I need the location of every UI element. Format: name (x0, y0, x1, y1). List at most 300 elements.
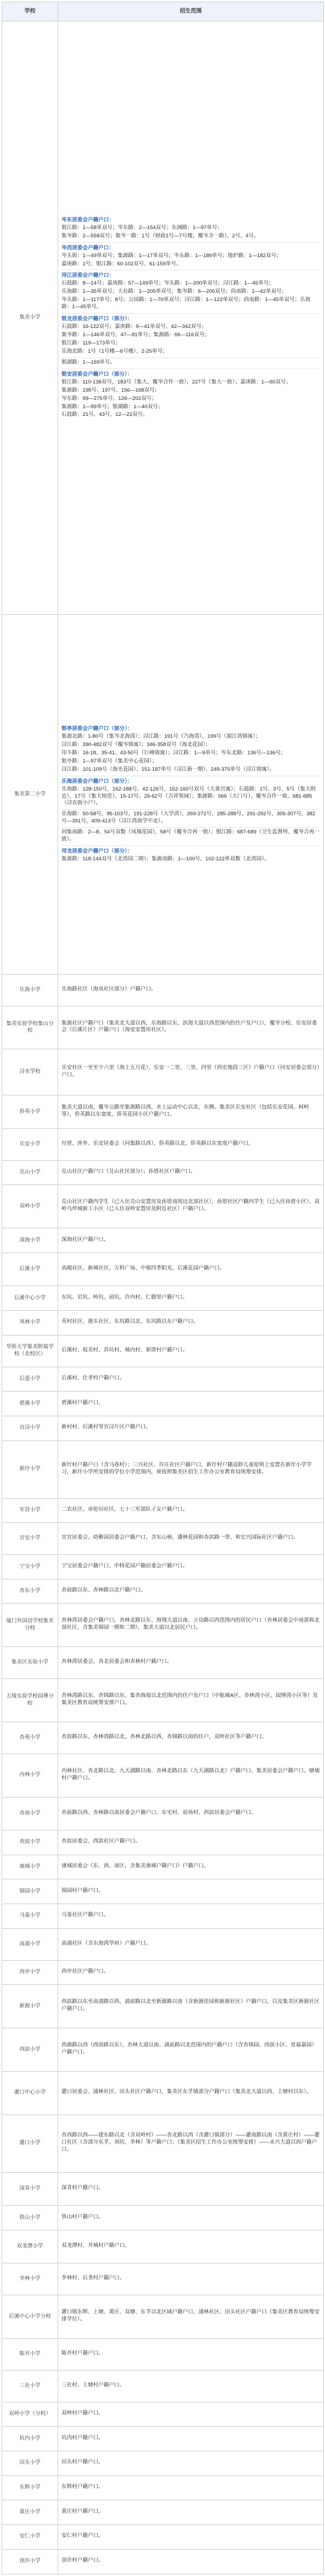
scope-line: 西亭社区户籍户口。 (61, 1968, 109, 1974)
scope-line: 集源北路：1-80号（集岑北海湾）；浔江路：191号（乃海湾）、199号（湄江湾锦寓）； (61, 733, 261, 739)
table-row (2, 2402, 324, 2427)
scope-cell (58, 1928, 324, 1960)
scope-cell (58, 1523, 324, 1555)
scope-line: 付厝、涉外、乐安居委会（同集路以西），侨英路以北、侨英路以东宽度户籍户口。 (61, 1140, 254, 1147)
school-name: 深青小学 (2, 2172, 58, 2205)
scope-cell (58, 615, 324, 974)
scope-line: 杏前路以西、杏林路以南居委会户籍户口、东宅村、前场村、西滨居委会户籍户口。 (61, 1809, 256, 1816)
scope-segment (61, 1139, 320, 1150)
scope-line: 集岑路：1—146单双号，47—81单号；集源路：66—116双号； (61, 332, 210, 338)
scope-segment (61, 1198, 320, 1215)
table-row (2, 1679, 324, 1722)
scope-line: 黄庄村户籍户口。 (61, 2508, 104, 2514)
table-row (2, 1831, 324, 1855)
enrollment-table (2, 2, 324, 2574)
scope-line: 兑山社区户籍户口（兑山社区部分）；孙厝社区户籍户口。 (61, 1169, 196, 1175)
school-name: 田头小学 (2, 2451, 58, 2476)
table-row (2, 2427, 324, 2451)
scope-segment (61, 1064, 320, 1081)
scope-segment (61, 1423, 320, 1433)
school-name: 灌口小学 (2, 2115, 58, 2172)
scope-segment (61, 2184, 320, 2194)
scope-cell (58, 1160, 324, 1185)
table-row (2, 2339, 324, 2371)
scope-line: 杏林湾路以东、杏锦路以东、集杏海堤以北范围内的住户及户口（中航城A区、杏林湾小区、园博湾小区等）及集美区教育局统筹安排户口。 (61, 1693, 318, 1706)
scope-line: 岑头路：1—117单号；8号；公园路：1—70单双号；浔江路：1—122单双号；尚南路：1—45单双号；乐海路：1—45单号。 (61, 297, 311, 310)
scope-line: 杏林湾居委会户籍户口，杏林北路以东、海翔大道以南、立功路以西范围内的居民户口（杏林居委会中南部和北部社区，含集美锦园一期和二期），集美大道以北居民户口。 (61, 1617, 320, 1631)
school-name: 凤林小学 (2, 1311, 58, 1336)
table-row (2, 2071, 324, 2115)
table-row (2, 1879, 324, 1904)
table-row (2, 1440, 324, 1498)
scope-line: 马銮社区户籍户口。 (61, 1912, 109, 1918)
scope-segment (61, 270, 320, 313)
table-row (2, 1647, 324, 1679)
school-name: 军营小学 (2, 1498, 58, 1523)
scope-segment (61, 1293, 320, 1304)
table-row (2, 2295, 324, 2339)
scope-cell (58, 2071, 324, 2115)
scope-segment (61, 2349, 320, 2360)
scope-line: 内林社区、杏北路以北、九天湖路以南、杏林北路以东（九天湖路以北）户籍户口、集美居委会户籍户口、塘埔村户籍户口。 (61, 1767, 320, 1781)
scope-segment (61, 215, 320, 242)
scope-line: 浔江路：390-482双号（覆岑锦寓）；346-358双号（海北花园）； (61, 741, 211, 748)
scope-cell (58, 2295, 324, 2339)
scope-line: 西滨路以东至高浦路以西、浦前路以北至新源路以南（含新源佳园和新源社区）户籍户口，以及集美区新源社区户籍户口。 (61, 1999, 320, 2012)
school-name: 东辉小学 (2, 2475, 58, 2500)
table-row (2, 2525, 324, 2550)
school-name: 安仁小学 (2, 2525, 58, 2550)
table-row (2, 1523, 324, 1555)
scope-segment (61, 1967, 320, 1978)
scope-cell (58, 1831, 324, 1855)
scope-segment (61, 1562, 320, 1572)
scope-segment (61, 1264, 320, 1275)
school-name: 深海小学 (2, 1228, 58, 1253)
scope-segment (61, 1939, 320, 1950)
school-name: 三社小学 (2, 2370, 58, 2402)
school-name: 双岭小学（分校） (2, 2402, 58, 2427)
scope-line: 灌口居委会、浦林社区、田头社区户籍户口，集美区东孚镇部分户籍户口（集美北大道以西、上塘村以东）。 (61, 2089, 312, 2095)
school-name: 西亭小学 (2, 1960, 58, 1985)
table-row (2, 1579, 324, 1604)
table-row (2, 1797, 324, 1830)
school-name: 宣安小学 (2, 1523, 58, 1555)
scope-cell (58, 1579, 324, 1604)
scope-line: 后溪村、仕孝村户籍户口。 (61, 1375, 125, 1381)
scope-line: 乐海路：128-150号，162-188号，42-126号，152-160号双号（大黄宫寓）；石鼓路：1号、3号、5号（集大附近）、17号（集大师范）、15-17号、29-62号（吉祥领域）；集源路：566（大门号）、覆岑合作一致、681-685（浔农街小户）。 (61, 786, 316, 806)
scope-line: 新圩村户籍户口（含马巷村）；三兴社区、许庄社区户籍户口，新圩村户籍适龄儿童原则上安置在新圩小学学习，新圩小学所安排的学位小学范围内，须按照集美区招生工作办公室教育局统筹安排。 (61, 1461, 312, 1475)
scope-line: 顶许村户籍户口。 (61, 2557, 104, 2564)
school-name: 侨英小学 (2, 1095, 58, 1128)
table-row (2, 1128, 324, 1160)
table-header-row (2, 2, 324, 21)
segment-title: 银亭居委会户籍户口（部分）： (61, 726, 133, 732)
scope-line: 深海社区户籍户口。 (61, 1236, 109, 1243)
segment-title: 浔江居委会户籍户口： (61, 272, 114, 279)
scope-cell (58, 1647, 324, 1679)
scope-segment (61, 1911, 320, 1921)
school-name: 后溪中心小学 (2, 1286, 58, 1311)
scope-line: 双龙潭村、井城村户籍户口。 (61, 2243, 130, 2249)
segment-title: 岑西居委会户籍户口： (61, 244, 114, 251)
table-row (2, 2172, 324, 2205)
scope-segment (61, 809, 320, 827)
table-row (2, 1311, 324, 1336)
table-row (2, 2263, 324, 2295)
scope-cell (58, 2230, 324, 2263)
scope-cell (58, 1879, 324, 1904)
scope-line: 李林村、后垄村户籍户口。 (61, 2275, 125, 2282)
scope-line: 坑内村户籍户口。 (61, 2434, 104, 2441)
school-name: 乐海小学 (2, 974, 58, 1006)
school-name: 集美实验学校集山分校 (2, 1006, 58, 1049)
school-name: 后溪小学 (2, 1253, 58, 1286)
scope-line: 兑山社区户籍内学生（已入住兑山安置房及孙厝南周边北部社区），孙厝社区户籍内学生（已入住孙厝小区）、双岭乌坪城新工小区（已入住双岭安置房及附近社区）户籍户口。 (61, 1199, 320, 1212)
scope-segment (61, 2507, 320, 2518)
scope-cell (58, 2451, 324, 2476)
scope-segment (61, 313, 320, 358)
scope-cell (58, 1679, 324, 1722)
school-name: 杏南小学 (2, 1797, 58, 1830)
table-row (2, 2206, 324, 2230)
scope-segment (61, 2409, 320, 2419)
scope-line: 印斗路：16-18、35-41、43-50号（巨峰锦寓）；浔江路：1—9单号；岑东北路：136号—136号； (61, 749, 286, 756)
table-row (2, 1498, 324, 1523)
scope-cell (58, 2206, 324, 2230)
table-row (2, 2370, 324, 2402)
scope-line: 银亭路：1—97单双号（集美中心花园）； (61, 758, 158, 764)
scope-segment (61, 1374, 320, 1384)
scope-segment (61, 2381, 320, 2391)
scope-segment (61, 242, 320, 270)
scope-cell (58, 1855, 324, 1879)
scope-segment (61, 724, 320, 776)
school-name: 坑内小学 (2, 2427, 58, 2451)
table-body (2, 21, 324, 2574)
scope-line: 集源路：195号、197号、156—168双号； (61, 387, 160, 393)
segment-title: 乐海居委会户籍户口（部分）： (61, 778, 133, 785)
segment-title: 岑东居委会户籍户口： (61, 216, 114, 223)
scope-segment (61, 358, 320, 369)
school-name: 后莲小学 (2, 1367, 58, 1392)
school-name: 杏苑小学 (2, 1722, 58, 1754)
table-row (2, 1754, 324, 1797)
scope-cell (58, 1335, 324, 1367)
scope-line: 嘉庚路：1号；银江路：60-102双号、61-159单号。 (61, 260, 182, 267)
school-name: 杏滨小学 (2, 1831, 58, 1855)
school-name: 李林小学 (2, 2263, 58, 2295)
scope-segment (61, 776, 320, 810)
scope-segment (61, 985, 320, 995)
scope-segment (61, 1317, 320, 1328)
scope-segment (61, 2458, 320, 2468)
table-row (2, 1286, 324, 1311)
scope-line: 杏滨路以东、杏林湾路以北、杏林北路以西、杏锦路以南的住户，双岭社区等户籍户口。 (61, 1733, 267, 1740)
scope-cell (58, 21, 324, 615)
scope-cell (58, 2402, 324, 2427)
scope-line: 石鼓路：16-122双号；嘉庚路：9—41单双号、42—342双号； (61, 324, 207, 330)
scope-line: 三社村、上塘村户籍户口。 (61, 2382, 125, 2388)
scope-segment (61, 1103, 320, 1121)
scope-segment (61, 1862, 320, 1872)
scope-line: 乐安社区一至至少六里（海上五月花）、乐安一二里、三里、四里（西宏地段三区）户籍户口（同安居委会部分）户口。 (61, 1065, 320, 1078)
scope-cell (58, 1904, 324, 1929)
scope-line: 同集南路：2—8、54号双数（凤凰花园），58号（覆岑合再一致）；银江路：687-689（卫生监督所，覆岑合再一致）。 (61, 829, 320, 843)
scope-cell (58, 1253, 324, 1286)
table-row (2, 1006, 324, 1049)
scope-segment (61, 1887, 320, 1897)
scope-line: 岑头街：1—49单双号；集源路：1—17单双号；岑头路：1—189单号；地炉路：1—182双号； (61, 252, 282, 259)
school-name: 灌口中心小学 (2, 2071, 58, 2115)
scope-cell (58, 1754, 324, 1797)
scope-line: 后溪村、坂美村、苏坑村、城内村、新厝村户籍户口。 (61, 1347, 188, 1353)
table-row (2, 1985, 324, 2028)
school-name: 铁山小学 (2, 2206, 58, 2230)
scope-cell (58, 1286, 324, 1311)
scope-segment (61, 1767, 320, 1784)
school-name: 集美小学 (2, 21, 58, 615)
school-name: 西滨小学 (2, 2028, 58, 2072)
scope-segment (61, 2434, 320, 2444)
scope-line: 银湖路：1—169单号。 (61, 359, 116, 365)
table-row (2, 2475, 324, 2500)
segment-title: 浔龙居委会户籍户口（部分）： (61, 848, 133, 855)
scope-cell (58, 1960, 324, 1985)
scope-line: 西源路以西（西滨路以东）、杏林大道以南、浦前路以北范围内的户籍户口（含杏锦园、西滨小区、景福嘉园）户籍户口。 (61, 2042, 317, 2056)
table-row (2, 1185, 324, 1228)
scope-cell (58, 2549, 324, 2574)
scope-segment (61, 1346, 320, 1356)
scope-line: 高殿社区、新城社区、万科广场、中骏四季阳光、后溪花园户籍户口。 (61, 1265, 225, 1272)
scope-cell (58, 1311, 324, 1336)
scope-line: 东坑、岩坑、岭坑、前坑、许内村、仁德里户籍户口。 (61, 1294, 188, 1300)
table-row (2, 1604, 324, 1647)
scope-line: 锦园村户籍户口。 (61, 1887, 104, 1894)
scope-line: 集源社区户籍户口（集美北大道以西，乐海路以东，滨海大道以西范围内的住户及户口），覆岑分校、乐安居委会（后溪片区）户籍户口（海安安置房社区）。 (61, 1020, 317, 1033)
scope-line: 集岑路：2—558双号；集岑一路：1号（财政1号—7号楼，覆岑含一路），2号、4号。 (61, 232, 259, 239)
scope-segment (61, 1692, 320, 1709)
header-scope: 招生范围 (58, 2, 324, 21)
scope-line: 银江路：110-138双号，183号（集大、覆岑合作一致），227号（集大一致）；嘉庚路：1—60双号； (61, 379, 292, 385)
scope-segment (61, 2556, 320, 2567)
scope-segment (61, 1236, 320, 1246)
school-name: 后溪中心小学分校 (2, 2295, 58, 2339)
scope-cell (58, 1722, 324, 1754)
school-name: 锦园小学 (2, 1879, 58, 1904)
school-name: 新圩小学 (2, 1440, 58, 1498)
scope-segment (61, 369, 320, 421)
scope-line: 岑东路：99—275单号，126—202双号； (61, 395, 157, 402)
scope-line: 英村社区、港头社区、东坑路以北、东坑路以东户籍户口。 (61, 1318, 199, 1325)
segment-title: 银龙居委会户籍户口（部分）： (61, 316, 133, 322)
scope-segment (61, 2308, 320, 2325)
scope-segment (61, 1837, 320, 1848)
scope-segment (61, 1657, 320, 1668)
table-row (2, 2028, 324, 2072)
table-row (2, 2451, 324, 2476)
scope-line: 深青村户籍户口。 (61, 2185, 104, 2191)
scope-line: 二农社区、帝伦田社区、七十三军部队子女户籍户口。 (61, 1506, 188, 1513)
scope-line: 新村村、后溪村等官浔片区户籍户口。 (61, 1424, 152, 1431)
table-row (2, 1960, 324, 1985)
scope-cell (58, 1498, 324, 1523)
school-name: 新源小学 (2, 1985, 58, 2028)
scope-cell (58, 2115, 324, 2172)
scope-line: 陈井村户籍户口。 (61, 2350, 104, 2357)
table-row (2, 1904, 324, 1929)
scope-line: 双岭村户籍户口。 (61, 2410, 104, 2417)
scope-cell (58, 1228, 324, 1253)
scope-cell (58, 974, 324, 1006)
table-row (2, 974, 324, 1006)
scope-segment (61, 2131, 320, 2156)
scope-segment (61, 1533, 320, 1544)
school-name: 集美区实验小学 (2, 1647, 58, 1679)
scope-line: 乐海路：1—35单双号；大社路：1—205单双号；集岑路：6—206双号；尚南路：1—42单双号； (61, 288, 287, 295)
scope-line: 乐海路社区（海凤社区部分）户籍户口。 (61, 986, 156, 992)
scope-segment (61, 1505, 320, 1516)
school-name: 陈井小学 (2, 2339, 58, 2371)
table-row (2, 1160, 324, 1185)
school-name: 康城小学 (2, 1855, 58, 1879)
table-row (2, 1335, 324, 1367)
scope-line: 乐海北路：1号（1号楼—6号楼）、2-25单号； (61, 348, 168, 354)
table-row (2, 2230, 324, 2263)
table-row (2, 1367, 324, 1392)
table-row (2, 21, 324, 615)
school-name: 黄庄小学 (2, 2500, 58, 2525)
scope-line: 杏林湾居委会、杏北居委会和杏林村户籍户口。 (61, 1659, 172, 1665)
scope-cell (58, 2525, 324, 2550)
school-name: 浔水学校 (2, 1049, 58, 1095)
scope-line: 安仁村户籍户口。 (61, 2533, 104, 2539)
scope-segment (61, 2532, 320, 2542)
school-name: 高浦小学 (2, 1928, 58, 1960)
scope-line: 杏西路以西——建东路以北（含双岭村）——杏北路以西（含灌口镇部分）——灌南路以南（含黄庄村）——灌口社区（含部分东孚、刘坑、李林）等户籍户口；（集美区招生工作办公室统筹安排）——永兴大道以西户籍户口。 (61, 2132, 320, 2153)
table-row (2, 1228, 324, 1253)
scope-segment (61, 2483, 320, 2493)
segment-title: 银安居委会户籍户口（部分）： (61, 371, 133, 377)
scope-cell (58, 1367, 324, 1392)
scope-cell (58, 1604, 324, 1647)
table-row (2, 1928, 324, 1960)
scope-cell (58, 2172, 324, 2205)
scope-segment (61, 1998, 320, 2015)
school-name: 乐安小学 (2, 1128, 58, 1160)
scope-cell (58, 2475, 324, 2500)
school-name: 双龙潭小学 (2, 2230, 58, 2263)
table-row (2, 1855, 324, 1879)
scope-line: 宁宝居委会户籍户口、中特花园户籍居委会户籍户口。 (61, 1562, 188, 1569)
scope-line: 集源路：118-144双号（北湾园二期）；集源南路：1—100号，102-122单双数（北湾园）。 (61, 856, 270, 863)
scope-segment (61, 845, 320, 865)
scope-line: 铁山村户籍户口。 (61, 2213, 104, 2220)
school-name: 顶许小学 (2, 2549, 58, 2574)
scope-line: 浔江路：101-109号（海光花园）、151-187单号（浔江新一期）、249-375单号（浔江锦寓）。 (61, 766, 275, 772)
table-row (2, 1722, 324, 1754)
scope-segment (61, 827, 320, 845)
table-row (2, 2549, 324, 2574)
school-name: 兑山小学 (2, 1160, 58, 1185)
scope-line: 银江路：119—173单号； (61, 340, 121, 346)
table-row (2, 1049, 324, 1095)
scope-line: 田头村户籍户口。 (61, 2459, 104, 2466)
scope-cell (58, 2028, 324, 2072)
scope-line: 乐海路：50-58号，95-103号，191-228号（大学湾），269-272号，285-288号，291-292号，305-307号，382号—391号，409-413号（浔江湾商学中北）。 (61, 811, 316, 825)
school-name: 集美第二小学 (2, 615, 58, 974)
scope-line: 杏前路以东、杏林路以北户籍户口。 (61, 1587, 146, 1594)
scope-line: 集源路：1—99单号；银湖路：1—40双号； (61, 403, 164, 410)
scope-cell (58, 2427, 324, 2451)
scope-cell (58, 1185, 324, 1228)
scope-cell (58, 2339, 324, 2371)
school-name: 杏东小学 (2, 1579, 58, 1604)
table-row (2, 1253, 324, 1286)
school-name: 华侨大学集美附属学校（北校区） (2, 1335, 58, 1367)
scope-cell (58, 1392, 324, 1416)
scope-line: 东辉村户籍户口。 (61, 2484, 104, 2490)
table-row (2, 1392, 324, 1416)
scope-cell (58, 1006, 324, 1049)
school-name: 官浔小学 (2, 1416, 58, 1440)
scope-segment (61, 2213, 320, 2223)
table-row (2, 615, 324, 974)
school-name: 双岭小学 (2, 1185, 58, 1228)
scope-cell (58, 1440, 324, 1498)
school-name: 内林小学 (2, 1754, 58, 1797)
scope-line: 宣宣居委会、幼稚园居委会户籍户口，含东山柿、潘林花园和杏滨路一带、和宏兴国际社区户籍户口。 (61, 1534, 299, 1541)
scope-segment (61, 1167, 320, 1178)
scope-cell (58, 1416, 324, 1440)
school-name: 厦门外国语学校集美分校 (2, 1604, 58, 1647)
scope-segment (61, 2241, 320, 2252)
scope-segment (61, 1616, 320, 1634)
scope-cell (58, 2263, 324, 2295)
scope-cell (58, 1985, 324, 2028)
table-row (2, 2500, 324, 2525)
scope-segment (61, 1733, 320, 1743)
scope-line: 碧溪村户籍户口。 (61, 1399, 104, 1406)
school-name: 碧溪小学 (2, 1392, 58, 1416)
school-name: 马銮小学 (2, 1904, 58, 1929)
table-row (2, 2115, 324, 2172)
scope-cell (58, 2500, 324, 2525)
scope-cell (58, 1797, 324, 1830)
scope-segment (61, 1019, 320, 1037)
table-row (2, 1555, 324, 1579)
table-row (2, 1095, 324, 1128)
scope-cell (58, 2370, 324, 2402)
scope-line: 灌口镇东辉、上塘、黄庄、双塘、东孚以北区域户籍户口，浦林社区、田头社区户籍户口（集美区教育局统筹安排学位）。 (61, 2309, 320, 2323)
scope-segment (61, 2088, 320, 2098)
header-school: 学校 (2, 2, 58, 21)
scope-line: 杏滨居委会、西滨社区户籍户口。 (61, 1838, 141, 1845)
scope-line: 银江路：1—58单双号；岑东路：2—154双号；东洲路：1—97单号； (61, 224, 223, 231)
scope-segment (61, 1809, 320, 1819)
scope-line: 石鼓路：21号、43号、12—22双号。 (61, 411, 148, 418)
school-name: 五缘实验学校园博分校 (2, 1679, 58, 1722)
scope-cell (58, 1555, 324, 1579)
scope-cell (58, 1128, 324, 1160)
scope-segment (61, 1399, 320, 1409)
scope-segment (61, 2274, 320, 2284)
scope-line: 高浦社区（含东海湾华府）户籍户口。 (61, 1940, 152, 1946)
scope-line: 集美大道以南，覆岑公路至集源路以西，水上运动中心以北、东侧。集美区乐安社区（包括乐安花园、柯岭等），侨英路以东宽度、侨英花园小区户籍户口。 (61, 1104, 309, 1118)
scope-segment (61, 1586, 320, 1596)
school-name: 宁宝小学 (2, 1555, 58, 1579)
scope-cell (58, 1049, 324, 1095)
